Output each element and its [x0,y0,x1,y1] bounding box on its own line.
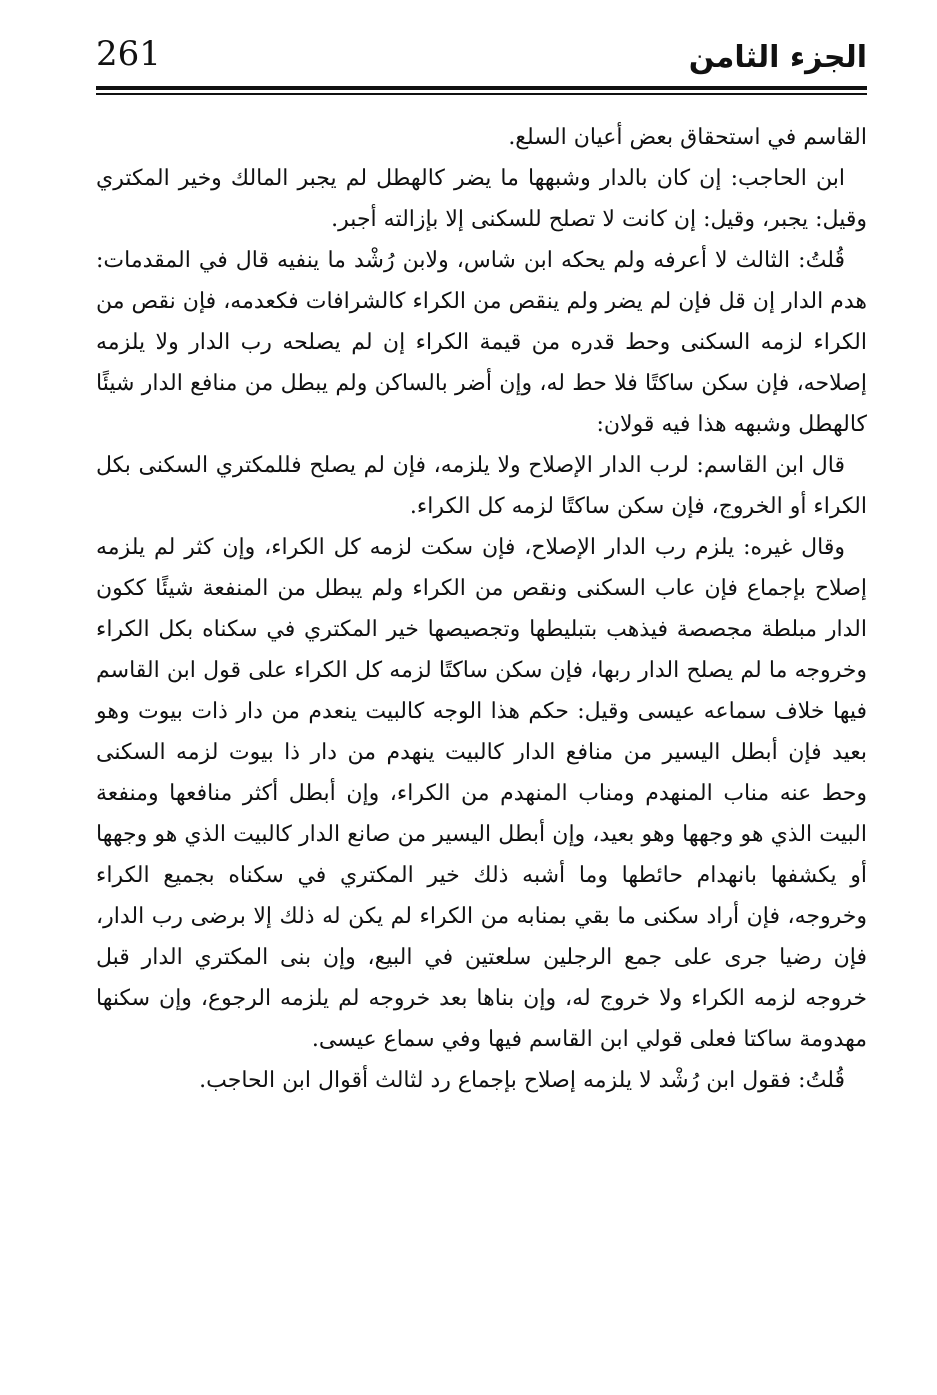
paragraph-4: قال ابن القاسم: لرب الدار الإصلاح ولا يلزمه، فإن لم يصلح فللمكتري السكنى بكل الكراء أو الخروج، فإن سكن ساكتًا لزمه كل الكراء. [96,453,867,519]
paragraph-2: ابن الحاجب: إن كان بالدار وشبهها ما يضر كالهطل لم يجبر المالك وخير المكتري وقيل: يجبر، وقيل: إن كانت لا تصلح للسكنى إلا بإزالته أجبر. [96,166,867,232]
paragraph-6: قُلتُ: فقول ابن رُشْد لا يلزمه إصلاح بإجماع رد لثالث أقوال ابن الحاجب. [199,1068,845,1093]
paragraph-3: قُلتُ: الثالث لا أعرفه ولم يحكه ابن شاس، ولابن رُشْد ما ينفيه قال في المقدمات: هدم الدار إن قل فإن لم يضر ولم ينقص من الكراء كالشرافات فكعدمه، فإن نقص من الكراء لزمه السكنى وحط قدره من قيمة الكراء إن لم يصلحه رب الدار ولا يلزمه إصلاحه، فإن سكن ساكتًا فلا حط له، وإن أضر بالساكن ولم يبطل من منافع الدار شيئًا كالهطل وشبهه هذا فيه قولان: [96,248,867,437]
paragraph-1: القاسم في استحقاق بعض أعيان السلع. [508,125,867,150]
running-title: الجزء الثامن [688,40,867,75]
header-rule-thin [96,93,867,95]
body-text [96,117,867,1101]
paragraph-5: وقال غيره: يلزم رب الدار الإصلاح، فإن سكت لزمه كل الكراء، وإن كثر لم يلزمه إصلاح بإجماع فإن عاب السكنى ونقص من الكراء ولم يبطل من المنفعة شيئًا ككون الدار مبلطة مجصصة فيذهب بتبليطها وتجصيصها خير المكتري في سكناه بكل الكراء وخروجه ما لم يصلح الدار ربها، فإن سكن ساكتًا لزمه كل الكراء على قول ابن القاسم فيها خلاف سماعه عيسى وقيل: حكم هذا الوجه كالبيت ينعدم من دار ذات بيوت وهو بعيد فإن أبطل اليسير من منافع الدار كالبيت ينهدم من دار ذا بيوت لزمه السكنى وحط عنه مناب المنهدم ومناب المنهدم من الكراء، وإن أبطل أكثر منافعها ومنفعة البيت الذي هو وجهها وهو بعيد، وإن أبطل اليسير من صانع الدار كالبيت الذي هو وجهها أو يكشفها بانهدام حائطها وما أشبه ذلك خير المكتري في سكناه بجميع الكراء وخروجه، فإن أراد سكنى ما بقي بمنابه من الكراء لم يكن له ذلك إلا برضى رب الدار، فإن رضيا جرى على جمع الرجلين سلعتين في البيع، وإن بنى المكتري الدار قبل خروجه لزمه الكراء ولا خروج له، وإن بناها بعد خروجه لم يلزمه الرجوع، وإن سكنها مهدومة ساكتا فعلى قولي ابن القاسم فيها وفي سماع عيسى. [96,535,867,1052]
header-rule-thick [96,86,867,90]
page-header [96,30,867,86]
page-number: 261 [96,34,161,74]
